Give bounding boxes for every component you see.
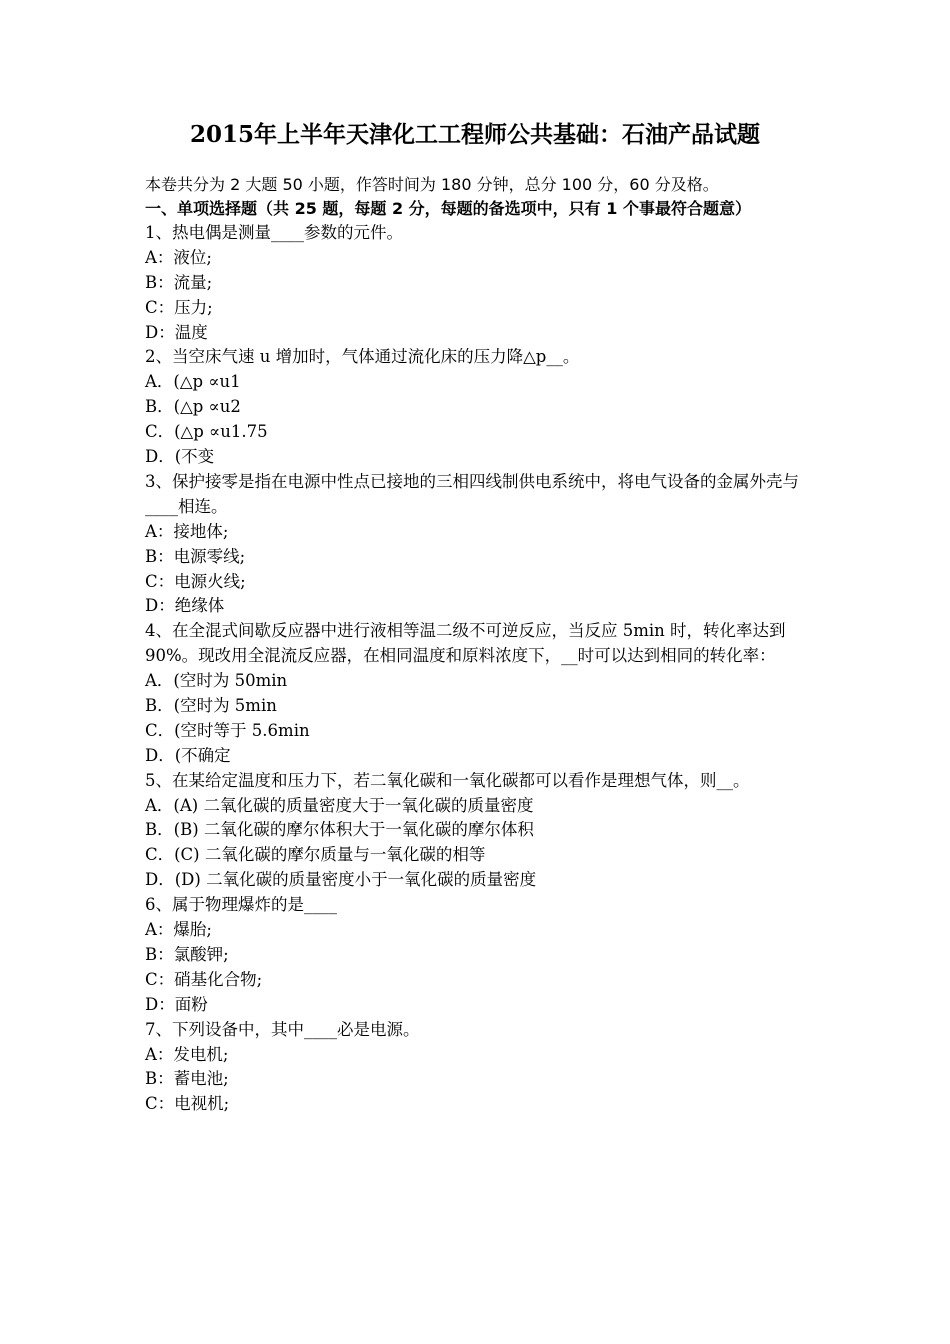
question-3	[145, 470, 809, 619]
question-text: 2、当空床气速 u 增加时，气体通过流化床的压力降△p__。	[145, 347, 580, 367]
option-b: B．(△p ∝u2	[145, 397, 241, 417]
option-c: C．(空时等于 5.6min	[145, 720, 310, 740]
question-text: 6、属于物理爆炸的是____	[145, 895, 337, 915]
option-b: B．(B) 二氧化碳的摩尔体积大于一氧化碳的摩尔体积	[145, 820, 534, 840]
option-d: D．(不变	[145, 447, 215, 467]
question-text: 4、在全混式间歇反应器中进行液相等温二级不可逆反应，当反应 5min 时，转化率达到 90%。现改用全混流反应器，在相同温度和原料浓度下，__时可以达到相同的转化率：	[145, 621, 786, 666]
option-a: A：爆胎;	[145, 920, 212, 940]
option-d: D：温度	[145, 322, 208, 342]
option-c: C．(C) 二氧化碳的摩尔质量与一氧化碳的相等	[145, 845, 486, 865]
option-a: A：液位;	[145, 247, 212, 267]
section-heading: 一、单项选择题（共 25 题，每题 2 分，每题的备选项中，只有 1 个事最符合题意）	[145, 199, 751, 218]
question-4	[145, 619, 809, 768]
option-d: D．(不确定	[145, 745, 231, 765]
option-a: A．(△p ∝u1	[145, 372, 241, 392]
option-b: B：氯酸钾;	[145, 944, 229, 964]
option-c: C：压力;	[145, 297, 213, 317]
option-b: B：蓄电池;	[145, 1069, 229, 1089]
question-text: 3、保护接零是指在电源中性点已接地的三相四线制供电系统中，将电气设备的金属外壳与____相连。	[145, 471, 799, 516]
option-d: D．(D) 二氧化碳的质量密度小于一氧化碳的质量密度	[145, 870, 537, 890]
question-text: 5、在某给定温度和压力下，若二氧化碳和一氧化碳都可以看作是理想气体，则__。	[145, 770, 750, 790]
option-a: A．(A) 二氧化碳的质量密度大于一氧化碳的质量密度	[145, 795, 534, 815]
option-c: C：硝基化合物;	[145, 969, 263, 989]
option-c: C．(△p ∝u1.75	[145, 422, 268, 442]
question-2	[145, 345, 809, 469]
question-1	[145, 221, 809, 345]
option-c: C：电源火线;	[145, 571, 246, 591]
question-6	[145, 893, 809, 1017]
option-a: A：发电机;	[145, 1044, 229, 1064]
question-text: 1、热电偶是测量____参数的元件。	[145, 223, 403, 242]
option-a: A．(空时为 50min	[145, 671, 288, 691]
page-title: 2015年上半年天津化工工程师公共基础：石油产品试题	[189, 121, 760, 148]
question-5	[145, 769, 809, 893]
question-7	[145, 1018, 809, 1118]
exam-intro: 本卷共分为 2 大题 50 小题，作答时间为 180 分钟，总分 100 分，60 分及格。	[145, 175, 719, 194]
option-b: B：电源零线;	[145, 546, 246, 566]
option-a: A：接地体;	[145, 521, 229, 541]
question-text: 7、下列设备中，其中____必是电源。	[145, 1019, 420, 1039]
document-body	[145, 172, 809, 1117]
option-d: D：绝缘体	[145, 596, 225, 616]
option-b: B：流量;	[145, 272, 213, 292]
option-d: D：面粉	[145, 994, 208, 1014]
option-b: B．(空时为 5min	[145, 696, 277, 716]
option-c: C：电视机;	[145, 1094, 230, 1114]
